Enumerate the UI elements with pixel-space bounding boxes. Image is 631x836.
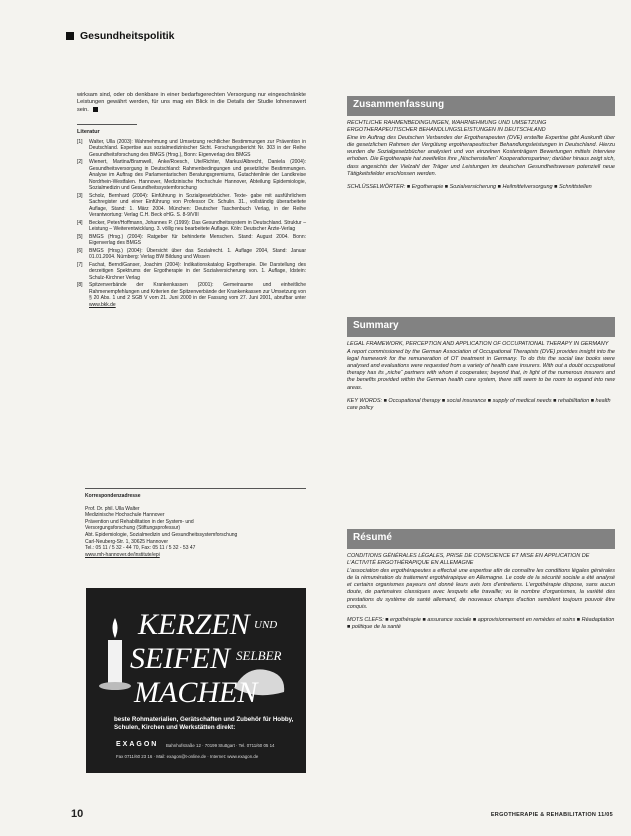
reference-number: [6] bbox=[77, 247, 83, 254]
reference-item bbox=[77, 248, 306, 261]
reference-text bbox=[89, 262, 306, 282]
ad-brand: EXAGON bbox=[116, 741, 159, 748]
reference-number: [2] bbox=[77, 159, 83, 166]
reference-text bbox=[89, 282, 306, 308]
reference-body: Fachat, Bernd/Ganser, Joachim (2004): Indikationskatalog Ergotherapie. Die Darstellung des derzeitigen Spektrums der Ergotherapie in der Sozialversicherung von. 1. Auflage, Idstein: Schulz-Kirchner Verlag bbox=[89, 261, 306, 281]
reference-text bbox=[89, 248, 306, 261]
zusammenfassung-label: Zusammenfassung bbox=[347, 96, 615, 116]
corr-line: Tel.: 05 11 / 5 32 - 44 70, Fax: 05 11 / 5 32 - 53 47 bbox=[85, 545, 196, 552]
ad-art-selber: SELBER bbox=[236, 648, 282, 663]
candle-icon bbox=[99, 618, 131, 690]
left-column bbox=[77, 92, 306, 309]
reference-item bbox=[77, 282, 306, 308]
keywords-list: ■ ergothérapie ■ assurance sociale ■ approvisionnement en remèdes et soins ■ Réadaptation ■ politique de la santé bbox=[347, 616, 615, 630]
ad-art-seifen: SEIFEN bbox=[130, 642, 230, 675]
correspondence-block bbox=[85, 488, 306, 558]
reference-link[interactable]: www.bkk.de bbox=[89, 301, 116, 308]
reference-text bbox=[89, 220, 306, 233]
ad-tagline: beste Rohmaterialien, Gerätschaften und Zubehör für Hobby, Schulen, Kirchen und Werkstätten direkt: bbox=[114, 716, 294, 731]
abstract-heading: LEGAL FRAMEWORK, PERCEPTION AND APPLICATION OF OCCUPATIONAL THERAPY IN GERMANY bbox=[347, 341, 609, 347]
reference-number: [8] bbox=[77, 282, 83, 289]
reference-item bbox=[77, 193, 306, 219]
ad-art-machen: MACHEN bbox=[134, 676, 258, 709]
reference-text bbox=[89, 193, 306, 219]
reference-item bbox=[77, 139, 306, 159]
reference-number: [4] bbox=[77, 219, 83, 226]
reference-body: Walter, Ulla (2003): Wahrnehmung und Umsetzung rechtlicher Bestimmungen zur Prävention in Deutschland. Expertise aus sozialmedizinischer Sicht. Forschungsbericht Nr. 303 in der Reihe Gesundheitsforschung des BMGS (Hrsg.), Bonn: Eigenverlag des BMGS bbox=[89, 138, 306, 158]
reference-number: [5] bbox=[77, 233, 83, 240]
keywords-label: MOTS CLEFS: bbox=[347, 616, 384, 623]
keywords-line bbox=[347, 617, 615, 631]
reference-body: BMGS (Hrsg.) (2004): Ratgeber für behinderte Menschen. Stand: August 2004. Bonn: Eigenverlag des BMGS bbox=[89, 233, 306, 247]
page-header bbox=[66, 30, 175, 42]
summary-label: Summary bbox=[347, 317, 615, 337]
reference-item bbox=[77, 234, 306, 247]
reference-number: [7] bbox=[77, 261, 83, 268]
abstract-heading: CONDITIONS GÉNÉRALES LÉGALES, PRISE DE CONSCIENCE ET MISE EN APPLICATION DE L'ACTIVITÉ ERGOTHÉRAPIQUE EN ALLEMAGNE bbox=[347, 553, 590, 567]
correspondence-link[interactable]: www.mh-hannover.de/institute/epi bbox=[85, 551, 160, 558]
section-title: Gesundheitspolitik bbox=[80, 30, 175, 42]
abstract-text: Eine im Auftrag des Deutschen Verbandes der Ergotherapeuten (DVE) erstellte Expertise gibt Auskunft über die gesetzlichen Rahmen der Vergütung ergotherapeutischer Behandlungsleistungen in Deutschland. Hierzu wurden die Sozialgesetzbücher analysiert und von einzelnen Kostenträgern Bewertungen mittels Interview erhoben. Die Ergotherapie hat zweifellos ihre „Nischenstellen“ Kooperationspartner; darüber hinaus zeigt sich, dass angesichts der Vielzahl der Träger und Leistungen im deutschen Gesundheitswesen potenziell neue Tätigkeitsfelder erschlossen werden. bbox=[347, 135, 615, 177]
reference-text bbox=[89, 159, 306, 192]
divider bbox=[77, 124, 137, 125]
section-bullet-icon bbox=[66, 32, 74, 40]
keywords-list: ■ Ergotherapie ■ Sozialversicherung ■ Heilmittelversorgung ■ Schnittstellen bbox=[406, 183, 592, 190]
resume-label: Résumé bbox=[347, 529, 615, 549]
keywords-line bbox=[347, 398, 615, 412]
journal-name: ERGOTHERAPIE & REHABILITATION 11/05 bbox=[490, 812, 613, 818]
corr-line: Versorgungsforschung (Stiftungsprofessur) bbox=[85, 525, 181, 532]
summary-box bbox=[347, 317, 615, 412]
ad-art-und: UND bbox=[254, 619, 278, 631]
abstract-heading: RECHTLICHE RAHMENBEDINGUNGEN, WAHRNEHMUNG UND UMSETZUNG ERGOTHERAPEUTISCHER BEHANDLUNGSLEISTUNGEN IN DEUTSCHLAND bbox=[347, 120, 547, 134]
reference-body: Wienert, Martina/Bramwell, Anke/Roesch, Ute/Richter, Markus/Albrecht, Daniela (2004): Gesundheitsversorgung in Deutschland: Rahmenbedingungen und gesetzliche Bestimmungen. Analyse im Auftrag des Parlamentarischen Beratungsgremiums, Gutachtenlinie der Landkreise Nordrhein-Westfalen. Hannover, Medizinische Hochschule Hannover, Abteilung Epidemiologie, Sozialmedizin und Gesundheitssystemforschung bbox=[89, 159, 306, 192]
intro-text: wirksam sind, oder ob denkbare in einer bedarfsgerechten Versorgung nur eingeschränkte Leistungen gewährt werden, für uns mag ein Blick in die Details der Studie lohnenswert sein. bbox=[77, 92, 306, 113]
end-mark-icon bbox=[93, 107, 98, 112]
zusammenfassung-box bbox=[347, 96, 615, 191]
ad-contact: Fax 0711/60 23 16 · Mail: exagon@t-online.de · Internet: www.exagon.de bbox=[116, 754, 259, 759]
zusammenfassung-body bbox=[347, 120, 615, 191]
corr-line: Abt. Epidemiologie, Sozialmedizin und Gesundheitssystemforschung bbox=[85, 531, 238, 538]
corr-line: Medizinische Hochschule Hannover bbox=[85, 512, 165, 519]
abstract-text: A report commissioned by the German Association of Occupational Therapists (DVE) provides insight into the legal framework for the remuneration of OT treatment in Germany. To do this the social law books were analysed and evaluations were requested from a variety of health care insurers. With out a doubt occupational therapy has its „niche“ partners with whom it cooperates; beyond that, in light of the numerous insurers and the benefits provided within the German health care system, there still seem to be room to expand into new areas. bbox=[347, 349, 615, 391]
keywords-line bbox=[347, 184, 615, 191]
reference-item bbox=[77, 262, 306, 282]
ad-address: Bahnhofstraße 12 · 70199 Stuttgart · Tel. 0711/60 05 14 bbox=[166, 743, 275, 748]
ad-art-kerzen: KERZEN bbox=[138, 608, 250, 641]
reference-text bbox=[89, 234, 306, 247]
correspondence-title: Korrespondenzadresse bbox=[85, 493, 141, 499]
resume-body bbox=[347, 553, 615, 631]
corr-line: Prävention und Rehabilitation in der System- und bbox=[85, 518, 194, 525]
abstract-text: L'association des ergothérapeutes a effectué une expertise afin de connaître les conditions légales générales de la rémunération du traitement ergothérapique en Allemagne. Le code de la sécurité sociale a été analysé et certains organismes payeurs ont donné leurs avis lors d'entretiens. L'ergothérapie dispose, sans aucun doute, de partenaires classiques avec lesquels elle travaille; vu le nombre d'organismes, la variété des prestations du système de santé allemand, de nouveaux champs d'action semblent toujours pouvoir être conquis. bbox=[347, 568, 615, 610]
keywords-list: ■ Occupational therapy ■ social insurance ■ supply of medical needs ■ rehabilitation ■ health care policy bbox=[347, 397, 611, 411]
reference-number: [3] bbox=[77, 192, 83, 199]
corr-line: Carl-Neuberg-Str. 1, 30625 Hannover bbox=[85, 538, 169, 545]
corr-line: Prof. Dr. phil. Ulla Walter bbox=[85, 505, 140, 512]
reference-number: [1] bbox=[77, 138, 83, 145]
reference-item bbox=[77, 159, 306, 192]
reference-body: BMGS (Hrsg.) (2004): Übersicht über das Sozialrecht. 1. Auflage 2004, Stand: Januar 01.01.2004. Nürnberg: Verlag BW Bildung und Wissen bbox=[89, 247, 306, 261]
keywords-label: KEY WORDS: bbox=[347, 397, 383, 404]
page-number: 10 bbox=[71, 808, 84, 820]
resume-box bbox=[347, 529, 615, 631]
intro-paragraph bbox=[77, 92, 306, 114]
summary-body bbox=[347, 341, 615, 412]
literature-title: Literatur bbox=[77, 128, 100, 135]
ad-artwork bbox=[86, 588, 306, 713]
reference-item bbox=[77, 220, 306, 233]
reference-body: Spitzenverbände der Krankenkassen (2001): Gemeinsame und einheitliche Rahmenempfehlungen und Kriterien der Spitzenverbände der Krankenkassen zur Umsetzung von § 20 Abs. 1 und 2 SGB V vom 21. Juni 2000 in der Fassung vom 27. Juni 2001, abrufbar unter bbox=[89, 282, 306, 302]
reference-text bbox=[89, 139, 306, 159]
advertisement[interactable] bbox=[86, 588, 306, 773]
reference-list bbox=[77, 139, 306, 309]
reference-body: Scholz, Bernhard (2004): Einführung in Sozialgesetzbücher. Texte- gabe mit ausführlichem Sachregister und einer Einführung von Professor Dr. Schulin. 31., vollständig überarbeitete Auflage, Stand: 1. März 2004. München: Deutscher Taschenbuch Verlag, in der Reihe Verantwortung: Verlag C.H. Beck oHG. S. 8-9/VIII bbox=[89, 192, 306, 219]
reference-body: Becker, Peter/Hoffmann, Johannes P. (1999): Das Gesundheitssystem in Deutschland. Struktur – Leistung – Weiterentwicklung. 3. völlig neu bearbeitete Auflage. Köln: Deutscher Ärzte-Verlag bbox=[89, 219, 306, 233]
keywords-label: SCHLÜSSELWÖRTER: bbox=[347, 183, 406, 190]
divider bbox=[85, 488, 306, 489]
